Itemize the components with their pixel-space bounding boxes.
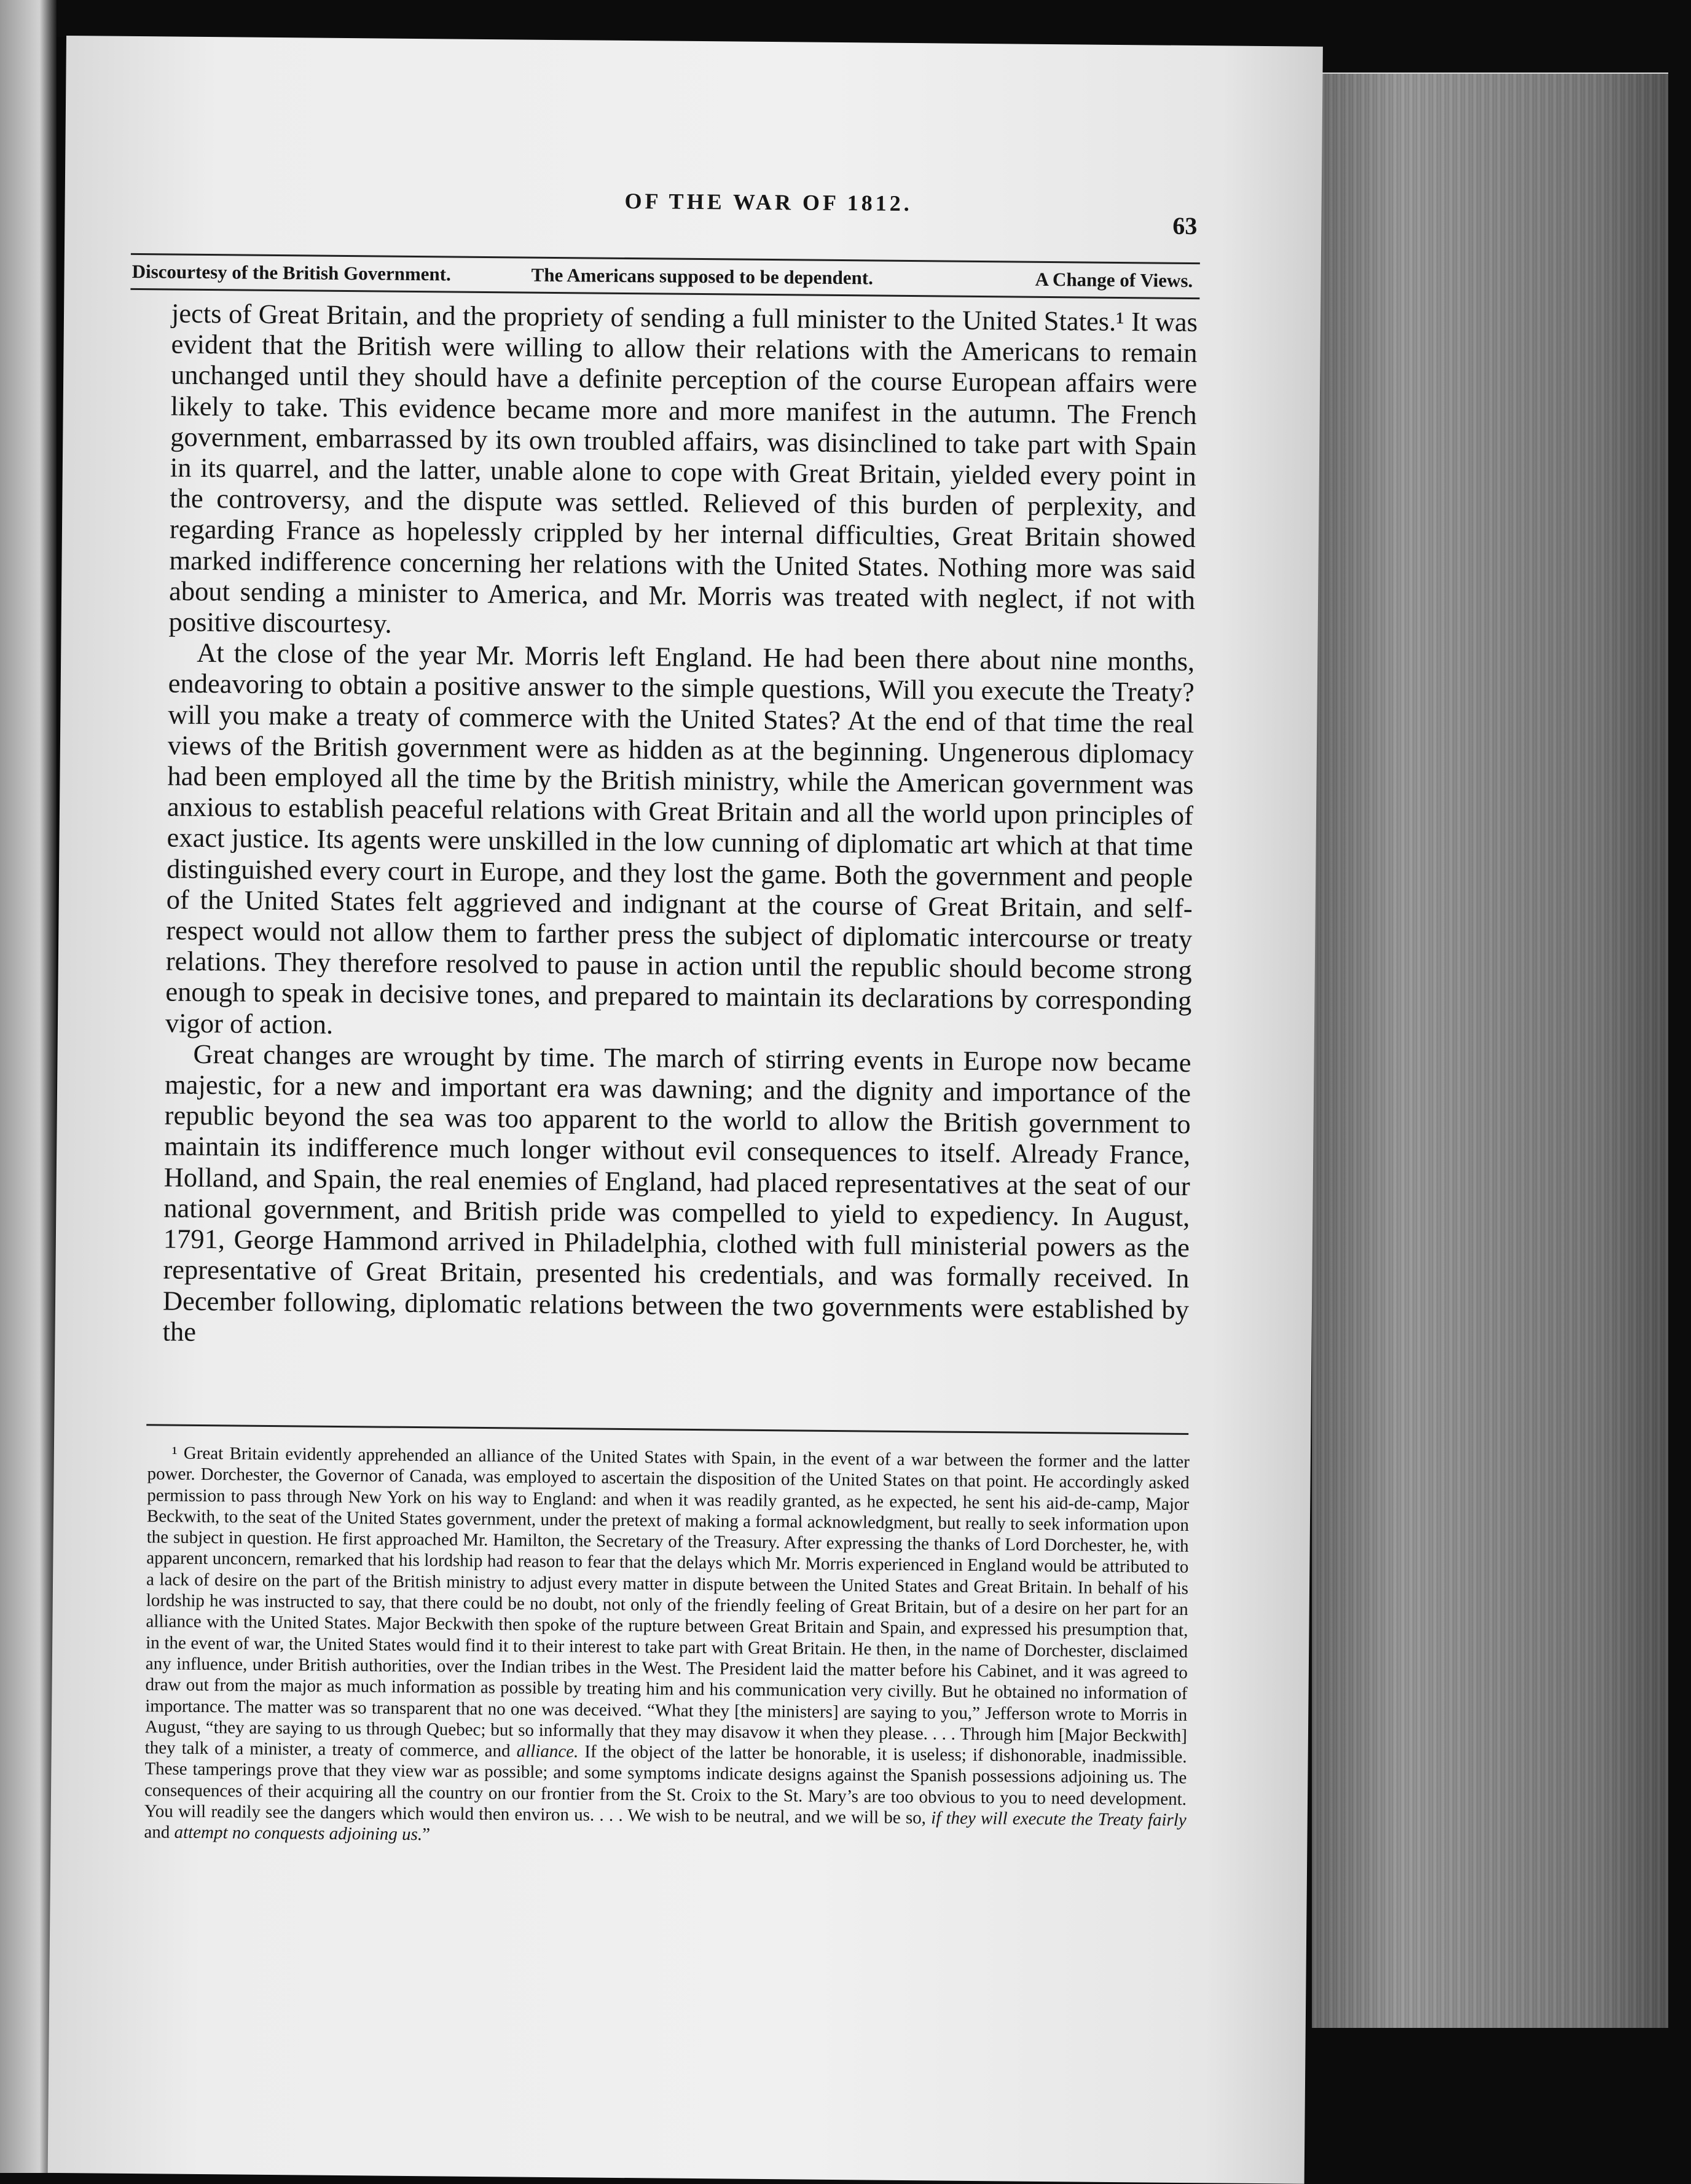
subheading-middle: The Americans supposed to be dependent. — [531, 264, 874, 289]
footnote — [144, 1442, 1190, 1852]
footnote-italic: attempt no conquests adjoining us. — [174, 1822, 423, 1845]
footnote-text: If the object of the latter be honorable, it is useless; if dishonorable, inadmissible. These tamperings prove that they view war as possible; and some symptoms indicate designs against the Spanish possessions adjoining us. The consequences of their acquiring all the country on our frontier from the St. Croix to the St. Mary’s are too obvious to you to need development. You will readily see the dangers which would then environ us. . . . We wish to be neutral, and we will be so, — [144, 1742, 1187, 1828]
paragraph: Great changes are wrought by time. The march of stirring events in Europe now became majestic, for a new and important era was dawning; and the dignity and importance of the republic beyond the sea was too apparent to the world to allow the British government to maintain its indifference much longer without evil consequences to itself. Already France, Holland, and Spain, the real enemies of England, had placed representatives at the seat of our national government, and British pride was compelled to yield to expediency. In August, 1791, George Hammond arrived in Philadelphia, clothed with full ministerial powers as the representative of Great Britain, presented his credentials, and was formally received. In December following, diplomatic relations between the two governments were established by the — [162, 1038, 1191, 1347]
subheading-left: Discourtesy of the British Government. — [131, 260, 451, 285]
paragraph: At the close of the year Mr. Morris left England. He had been there about nine months, endeavoring to obtain a positive answer to the simple questions, Will you execute the Treaty? will you make a treaty of commerce with the United States? At the end of that time the real views of the British government were as hidden as at the beginning. Ungenerous diplomacy had been employed all the time by the British ministry, while the American government was anxious to establish peaceful relations with Great Britain and all the world upon principles of exact justice. Its agents were unskilled in the low cunning of diplomatic art which at that time distinguished every court in Europe, and they lost the game. Both the government and people of the United States felt aggrieved and indignant at the course of Great Britain, and self-respect would not allow them to farther press the subject of diplomatic intercourse or treaty relations. They therefore resolved to pause in action until the republic should become strong enough to speak in decisive tones, and prepared to maintain its declarations by corresponding vigor of action. — [165, 637, 1195, 1040]
footnote-paragraph — [144, 1442, 1190, 1852]
paragraph: jects of Great Britain, and the propriety of sending a full minister to the United States.¹ It was evident that the British were willing to allow their relations with the Americans to remain unchanged until they should have a definite perception of the course European affairs were likely to take. This evidence became more and more manifest in the autumn. The French government, embarrassed by its own troubled affairs, was disinclined to take part with Spain in its quarrel, and the latter, unable alone to cope with Great Britain, yielded every point in the controversy, and the dispute was settled. Relieved of this burden of perplexity, and regarding France as hopelessly crippled by her internal difficulties, Great Britain showed marked indifference concerning her relations with the United States. Nothing more was said about sending a minister to America, and Mr. Morris was treated with neglect, if not with positive discourtesy. — [168, 297, 1198, 639]
footnote-text: ” — [422, 1825, 431, 1845]
book-page — [48, 36, 1323, 2184]
page-number: 63 — [1172, 211, 1198, 240]
footnote-italic: if they will execute the Treaty fairly — [931, 1808, 1187, 1831]
footnote-text: and — [144, 1822, 175, 1842]
footnote-rule — [146, 1424, 1188, 1435]
footnote-italic: alliance. — [516, 1741, 579, 1762]
subheading-right: A Change of Views. — [1035, 268, 1193, 292]
running-head: OF THE WAR OF 1812. — [624, 188, 912, 216]
main-text — [162, 298, 1198, 1356]
facing-page-edge — [0, 0, 57, 2173]
footnote-text: ¹ Great Britain evidently apprehended an alliance of the United States with Spain, in the event of a war between the former and the latter power. Dorchester, the Governor of Canada, was employed to ascertain the disposition of the United States on that point. He accordingly asked permission to pass through New York on his way to England: and when it was readily granted, as he expected, he sent his aid-de-camp, Major Beckwith, to the seat of the United States government, under the pretext of making a formal acknowledgment, but really to seek information upon the subject in question. He first approached Mr. Hamilton, the Secretary of the Treasury. After expressing the thanks of Lord Dorchester, he, with apparent unconcern, remarked that his lordship had reason to fear that the delays which Mr. Morris experienced in England would be attributed to a lack of desire on the part of the British ministry to adjust every matter in dispute between the United States and Great Britain. In behalf of his lordship he was instructed to say, that there could be no doubt, not only of the friendly feeling of Great Britain, but of a desire on her part for an alliance with the United States. Major Beckwith then spoke of the rupture between Great Britain and Spain, and expressed his presumption that, in the event of war, the United States would find it to their interest to take part with Great Britain. He then, in the name of Dorchester, disclaimed any influence, under British authorities, over the Indian tribes in the West. The President laid the matter before his Cabinet, and it was agreed to draw out from the major as much information as possible by treating him and his communication very civilly. But he obtained no information of importance. The matter was so transparent that no one was deceived. “What they [the ministers] are saying to you,” Jefferson wrote to Morris in August, “they are saying to us through Quebec; but so informally that they may disavow it when they please. . . . Through him [Major Beckwith] they talk of a minister, a treaty of commerce, and — [144, 1443, 1190, 1761]
book-fore-edge — [1312, 74, 1668, 2028]
